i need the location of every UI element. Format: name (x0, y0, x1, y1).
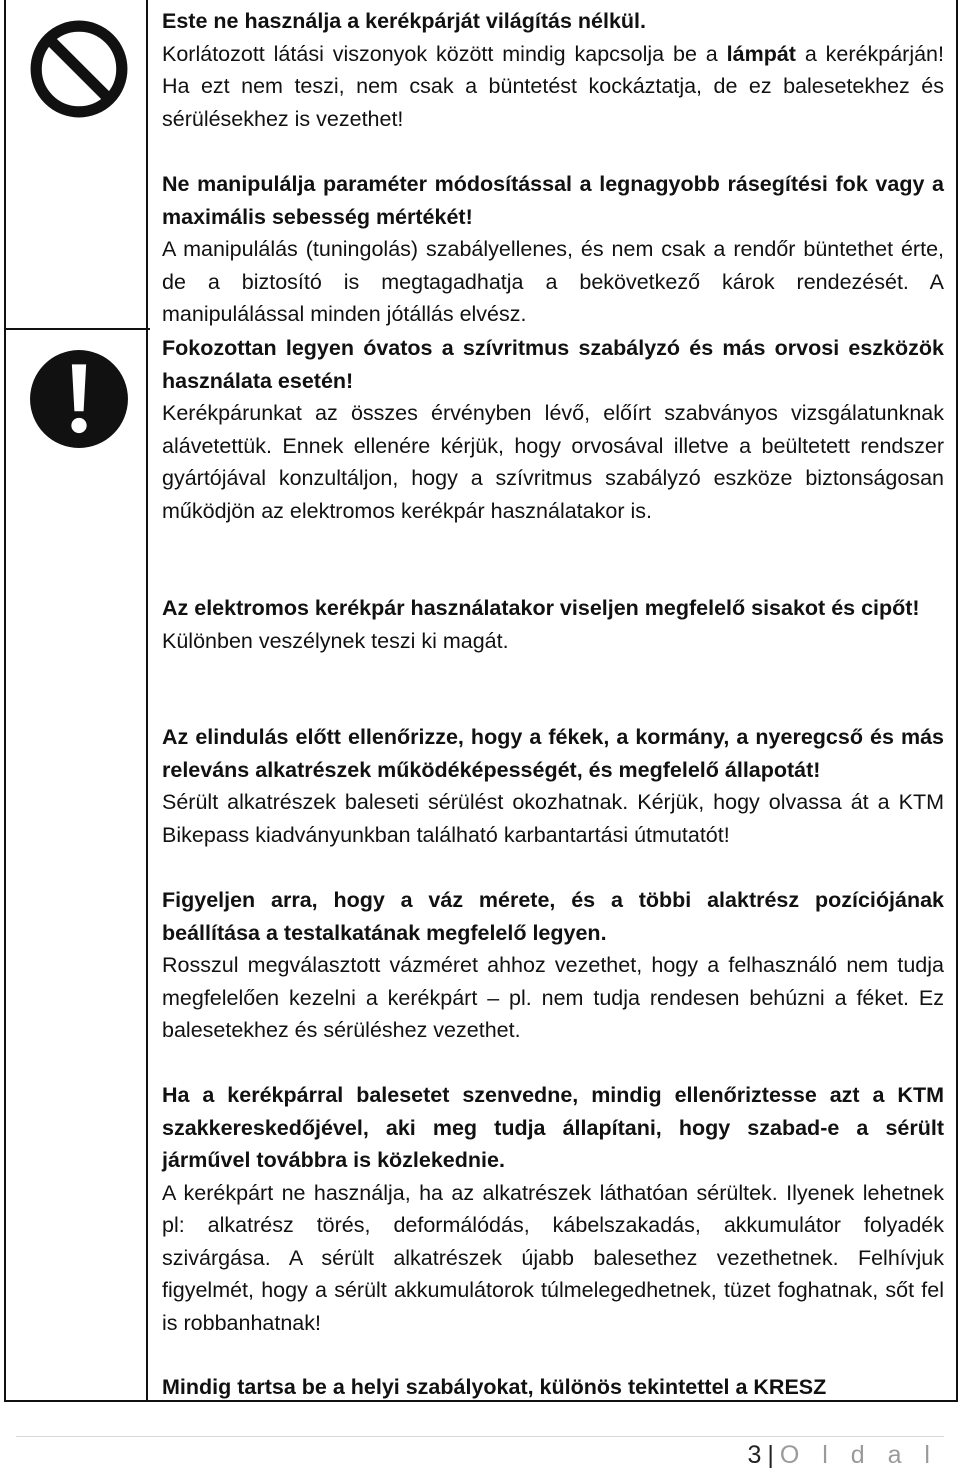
section-frame-size (162, 884, 944, 1047)
section-traffic-rules (162, 1371, 944, 1404)
page-number: 3 (747, 1441, 762, 1469)
section-body: Sérült alkatrészek baleseti sérülést okozhatnak. Kérjük, hogy olvassa át a KTM Bikepass kiadványunkban található karbantartási útmutatót! (162, 790, 944, 847)
section-title: Az elektromos kerékpár használatakor viseljen megfelelő sisakot és cipőt! (162, 596, 920, 620)
section-title: Ha a kerékpárral balesetet szenvedne, mindig ellenőriztesse azt a KTM szakkereskedőjével, aki meg tudja állapítani, hogy szabad-e a sérült járművel továbbra is közlekednie. (162, 1083, 944, 1172)
column-divider (146, 0, 148, 1402)
section-title: Figyeljen arra, hogy a váz mérete, és a többi alaktrész pozíciójának beállítása a testalkatának megfelelő legyen. (162, 888, 944, 945)
row-divider (4, 328, 150, 330)
section-pre-ride-check (162, 721, 944, 851)
section-title: Fokozottan legyen óvatos a szívritmus szabályzó és más orvosi eszközök használata esetén! (162, 336, 944, 393)
page-footer (747, 1438, 938, 1472)
page-word: O l d a l (779, 1441, 938, 1469)
footer-separator: | (767, 1441, 774, 1469)
section-body: A manipulálás (tuningolás) szabályellenes, és nem csak a rendőr büntethet érte, de a biztosító is megtagadhatja a bekövetkező károk rendezését. A manipulálással minden jótállás elvész. (162, 237, 944, 326)
section-body: Különben veszélynek teszi ki magát. (162, 628, 509, 653)
prohibition-icon (28, 18, 130, 120)
section-body (162, 38, 944, 136)
footer-divider (16, 1436, 944, 1437)
section-title: Mindig tartsa be a helyi szabályokat, különös tekintettel a KRESZ (162, 1375, 827, 1399)
section-body: A kerékpárt ne használja, ha az alkatrészek láthatóan sérültek. Ilyenek lehetnek pl: alkatrész törés, deformálódás, kábelszakadás, akkumulátor folyadék szivárgása. A sérült alkatrészek újabb balesethez vezethetnek. Felhívjuk figyelmét, hogy a sérült akkumulátorok túlmelegedhetnek, tüzet foghatnak, sőt fel is robbanhatnak! (162, 1180, 944, 1335)
section-accident (162, 1079, 944, 1339)
section-body: Rosszul megválasztott vázméret ahhoz vezethet, hogy a felhasználó nem tudja megfelelően kezelni a kerékpárt – pl. nem tudja rendesen behúzni a féket. Ez balesetekhez és sérüléshez vezethet. (162, 953, 944, 1042)
section-lighting (162, 5, 944, 135)
section-title: Este ne használja a kerékpárját világítás nélkül. (162, 9, 646, 33)
section-pacemaker (162, 332, 944, 527)
section-body: Kerékpárunkat az összes érvényben lévő, előírt szabványos vizsgálatunknak alávetettük. Ennek ellenére kérjük, hogy orvosával illetve a beültetett rendszer gyártójával konzultáljon, hogy a szívritmus szabályzó eszköze biztonságosan működjön az elektromos kerékpár használatakor is. (162, 401, 944, 523)
body-text: a kerékpárján! Ha ezt nem teszi, nem csak a büntetést kockáztatja, de ez balesetekhez és sérülésekhez is vezethet! (162, 41, 944, 131)
section-title: Ne manipulálja paraméter módosítással a legnagyobb rásegítési fok vagy a maximális sebesség mértékét! (162, 172, 944, 229)
section-helmet (162, 592, 944, 657)
exclamation-icon (28, 348, 130, 450)
body-text: Korlátozott látási viszonyok között mindig kapcsolja be a (162, 41, 727, 66)
body-bold: lámpát (726, 41, 796, 66)
section-tuning (162, 168, 944, 331)
section-title: Az elindulás előtt ellenőrizze, hogy a fékek, a kormány, a nyeregcső és más releváns alkatrészek működéképességét, és megfelelő állapotát! (162, 725, 944, 782)
